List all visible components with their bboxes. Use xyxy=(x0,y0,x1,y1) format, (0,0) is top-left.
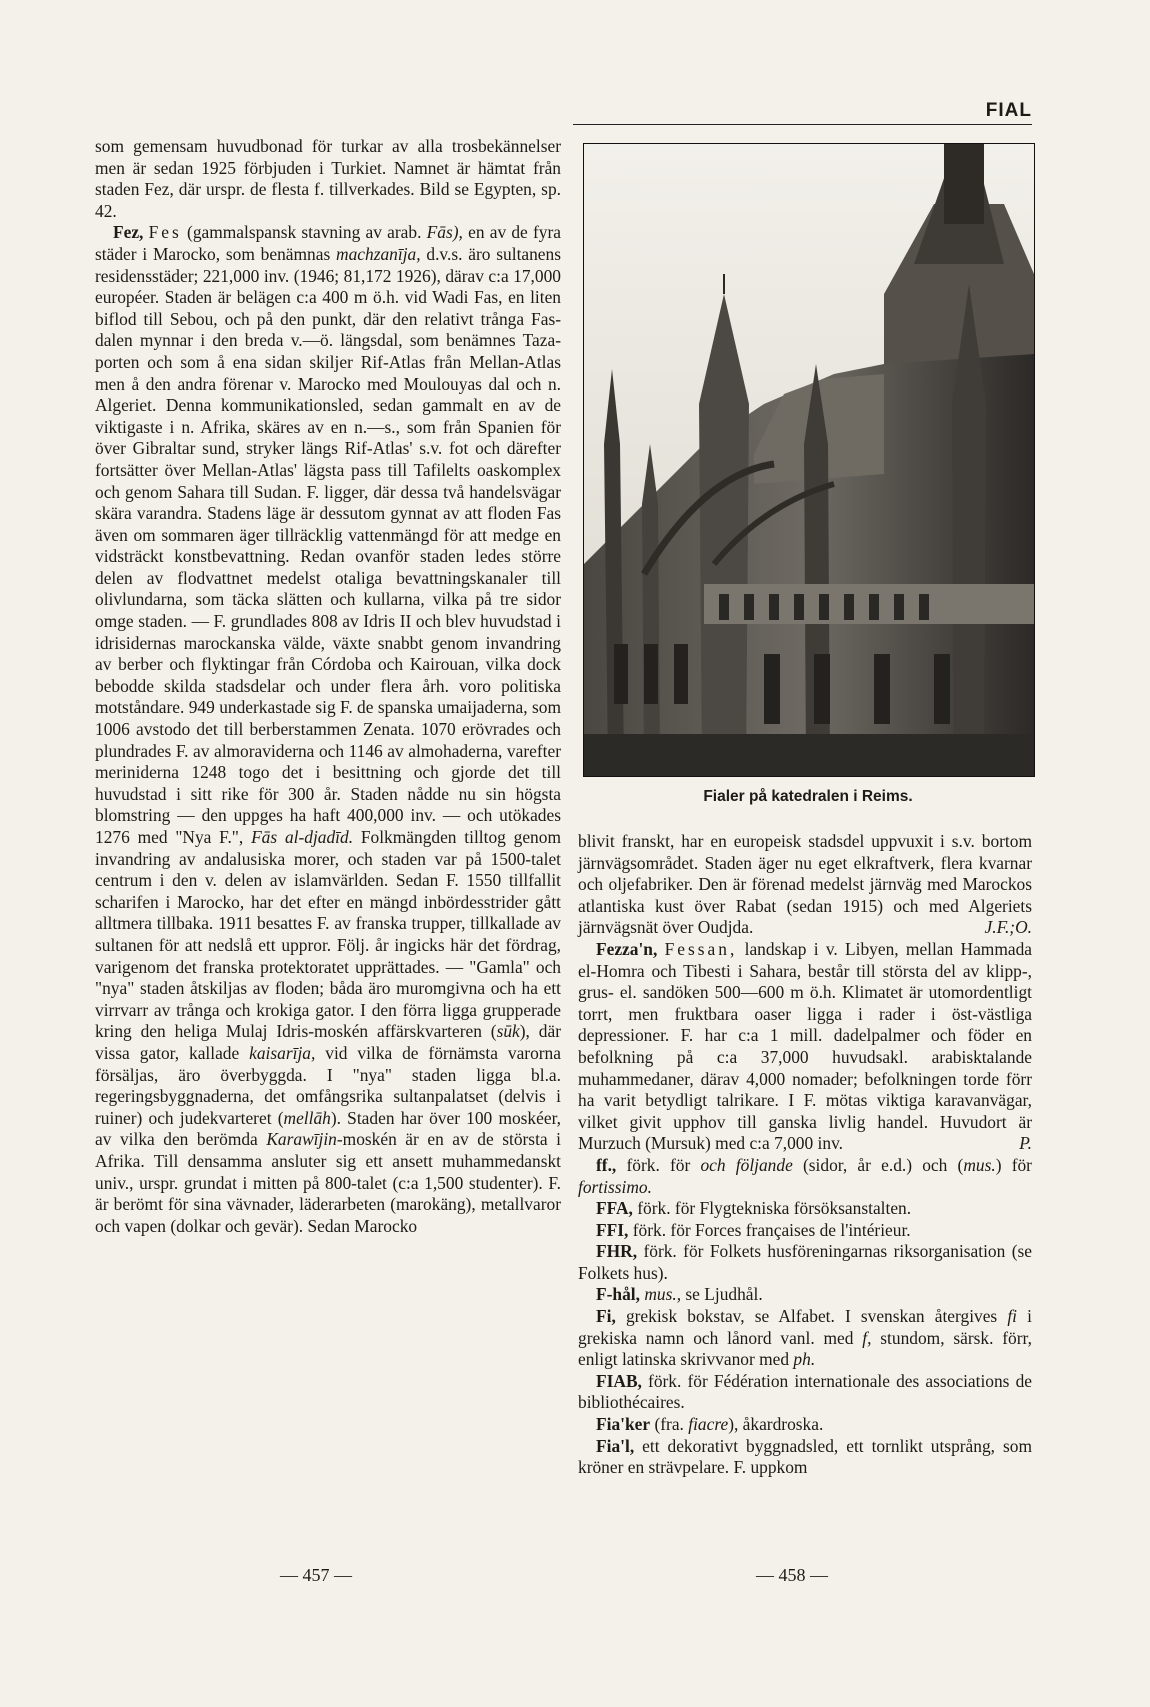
fez-continued: blivit franskt, har en europeisk stadsdel uppvuxit i s.v. bortom järnvägsområdet. Staden äger nu eget elkraftverk, flera kvarnar och oljefabriker. Den är förenad medelst järnväg med Marockos atlantiska kust över Rabat (sedan 1915) och med Algeriets järnvägsnät över Oudjda. J.F.;O. xyxy=(578,831,1032,938)
entry-headword: FFI, xyxy=(596,1219,629,1240)
left-column xyxy=(95,136,561,1237)
author-signature: P. xyxy=(1019,1133,1032,1154)
entry-fiab: FIAB, förk. för Fédération internationale des associations de bibliothécaires. xyxy=(578,1370,1032,1413)
entry-fez: Fez, Fes (gammalspansk stavning av arab. Fās), en av de fyra städer i Marocko, som benämnas machzanīja, d.v.s. äro sultanens residensstäder; 221,000 inv. (1946; 81,172 1926), därav c:a 17,000 européer. Staden är belägen c:a 400 m ö.h. vid Wadi Fas, en liten biflod till Sebou, och på den punkt, där den relativt trånga Fas-dalen mynnar i den breda v.—ö. längsdal, som benämnes Taza-porten och som å ena sidan skiljer Rif-Atlas från Mellan-Atlas men å den andra förenar v. Marocko med Moulouyas dal och n. Algeriet. Denna kommunikationsled, sedan gammalt en av de viktigaste i n. Afrika, skäres av en n.—s., som från Spanien för över Gibraltar sund, stryker längs Rif-Atlas' s.v. fot och därefter fortsätter över Mellan-Atlas' lägsta pass till Tafilelts oaskomplex och genom Sahara till Sudan. F. ligger, där dessa två handelsvägar skära varandra. Stadens läge är dessutom gynnat av att floden Fas även om sommaren äger tillräcklig vattenmängd för att medge en vidsträckt konstbevattning. Redan ovanför staden ledes större delen av flodvattnet medelst otaliga bevattningskanaler till olivlundarna, som täcka slätten och kullarna, vilka på tre sidor omge staden. — F. grundlades 808 av Idris II och blev huvudstad i idrisidernas marockanska välde, växte snabbt genom invandring av berber och flyktingar från Córdoba och Kairouan, vilka dock bebodde skilda stadsdelar och under flera årh. voro politiska motståndare. 949 underkastade sig F. de spanska umaijaderna, som 1006 avstodo det till berberstammen Zenata. 1070 erövrades och plundrades F. av almoraviderna och 1146 av almohaderna, varefter meriniderna 1248 togo det i besittning och gjorde det till huvudstad i sitt rike för 300 år. Staden nådde nu sin högsta blomstring — den uppges ha haft 400,000 inv. — och utökades 1276 med "Nya F.", Fās al-djadīd. Folkmängden tilltog genom invandring av andalusiska morer, och staden var på 1500-talet centrum i den v. delen av islamvärlden. Sedan F. 1550 tillfallit scharifen i Marocko, har det efter en mängd inbördesstrider gått alltmera tillbaka. 1911 besattes F. av franska trupper, tillkallade av sultanen för att nedslå ett uppror. Följ. år ingicks här det fördrag, varigenom det franska protektoratet upprättades. — "Gamla" och "nya" staden åtskiljas av floden; båda äro muromgivna och ha ett virrvarr av trånga och krokiga gator. I den förra ligga grupperade kring den heliga Mulaj Idris-moskén affärskvarteren (sūk), där vissa gator, kallade kaisarīja, vid vilka de förnämsta varorna försäljas, äro överbyggda. I "nya" staden ligga bl.a. regeringsbyggnaderna, det omfångsrika sultanpalatset (delvis i ruiner) och judekvarteret (mellāh). Staden har över 100 moskéer, av vilka den berömda Karawījin-moskén är en av de största i Afrika. Till densamma ansluter sig ett ansett muhammedanskt univ., urspr. grundat i mitten på 800-talet (c:a 1,500 studenter). F. är berömt för sina vävnader, läderarbeten (marokäng), metallvaror och vapen (dolkar och gevär). Sedan Marocko xyxy=(95,222,562,1236)
right-column xyxy=(578,831,1032,1479)
entry-headword: F-hål, xyxy=(596,1284,640,1305)
author-signature: J.F.;O. xyxy=(984,917,1032,938)
cathedral-photo xyxy=(583,143,1035,777)
page-number-right: — 458 — xyxy=(756,1565,828,1585)
entry-headword: FIAB, xyxy=(596,1370,642,1391)
running-head: FIAL xyxy=(985,100,1032,121)
entry-headword: Fi, xyxy=(596,1306,616,1327)
header-rule xyxy=(573,124,1032,125)
entry-fiaker: Fia'ker (fra. fiacre), åkardroska. xyxy=(596,1414,824,1435)
figure-caption: Fialer på katedralen i Reims. xyxy=(703,788,913,805)
entry-fi: Fi, grekisk bokstav, se Alfabet. I svenskan återgives fi i grekiska namn och lånord vanl. med f, stundom, särsk. förr, enligt latinska skrivvanor med ph. xyxy=(578,1306,1032,1370)
entry-headword: ff., xyxy=(596,1154,617,1175)
continued-paragraph: som gemensam huvudbonad för turkar av alla trosbekännelser men är sedan 1925 förbjuden i Turkiet. Namnet är hämtat från staden Fez, där urspr. de flesta f. tillverkades. Bild se Egypten, sp. 42. xyxy=(95,136,561,221)
entry-headword: FHR, xyxy=(596,1241,638,1262)
balcony-arches xyxy=(719,594,929,620)
entry-headword: Fezza'n, xyxy=(596,938,658,959)
entry-fhr: FHR, förk. för Folkets husföreningarnas riksorganisation (se Folkets hus). xyxy=(578,1241,1032,1283)
cathedral-illustration xyxy=(584,144,1034,776)
entry-ffa: FFA, förk. för Flygtekniska försöksanstalten. xyxy=(596,1198,912,1219)
entry-fezzan: Fezza'n, Fessan, landskap i v. Libyen, mellan Hammada el-Homra och Tibesti i Sahara, består till största del av klipp-, grus- el. sandöken 500—600 m ö.h. Klimatet är utomordentligt torrt, men fruktbara oaser ligga i rader i öst-västliga depressioner. F. har c:a 1 mill. dadelpalmer och föder en befolkning på c:a 37,000 huvudsakl. arabisktalande muhammedaner, därav 4,000 nomader; befolkningen torde förr ha varit betydligt talrikare. I F. mötas viktiga karavanvägar, vilket givit upphov till ganska livlig handel. Huvudort är Murzuch (Mursuk) med c:a 7,000 inv. P. xyxy=(578,938,1032,1154)
entry-ffi: FFI, förk. för Forces françaises de l'intérieur. xyxy=(596,1219,911,1240)
entry-headword: Fez, xyxy=(113,222,144,243)
page-number-left: — 457 — xyxy=(280,1565,352,1585)
entry-headword: Fia'l, xyxy=(596,1435,635,1456)
entry-fial: Fia'l, ett dekorativt byggnadsled, ett tornlikt utsprång, som kröner en strävpelare. F. uppkom xyxy=(578,1435,1032,1478)
entry-ff: ff., förk. för och följande (sidor, år e.d.) och (mus.) för fortissimo. xyxy=(578,1154,1032,1197)
entry-f-hal: F-hål, mus., se Ljudhål. xyxy=(596,1284,763,1305)
entry-headword: Fia'ker xyxy=(596,1414,651,1435)
entry-headword: FFA, xyxy=(596,1198,633,1219)
